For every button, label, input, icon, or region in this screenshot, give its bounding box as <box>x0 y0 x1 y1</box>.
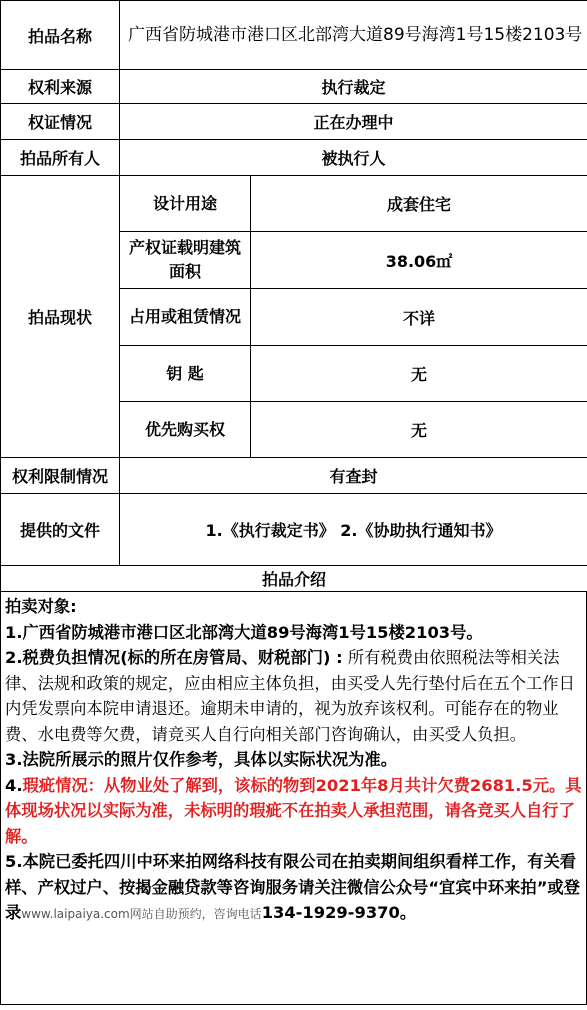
intro-item-4-number: 4. <box>5 775 23 795</box>
rights-source-value: 执行裁定 <box>120 70 587 104</box>
status-occupancy-label: 占用或租赁情况 <box>120 289 251 346</box>
intro-item-4 <box>5 773 582 850</box>
status-occupancy-value: 不详 <box>251 289 587 346</box>
intro-object-label: 拍卖对象: <box>5 597 77 616</box>
documents-label: 提供的文件 <box>1 494 120 566</box>
intro-watermark-text: www.laipaiya.com网站自助预约，咨询电话 <box>21 907 262 921</box>
restriction-value: 有查封 <box>120 458 587 494</box>
intro-body <box>0 592 587 1005</box>
status-key-value: 无 <box>251 346 587 402</box>
status-label: 拍品现状 <box>1 176 120 458</box>
row-owner <box>1 140 587 176</box>
status-usage-label: 设计用途 <box>120 176 251 232</box>
intro-item-5-text: 5.本院已委托四川中环来拍网络科技有限公司在拍卖期间组织看样工作，有关看样、产权过户、按揭金融贷款等咨询服务请关注微信公众号“宜宾中环来拍”或登录 <box>5 852 580 922</box>
rights-source-label: 权利来源 <box>1 70 120 104</box>
certificate-value: 正在办理中 <box>120 104 587 140</box>
restriction-label: 权利限制情况 <box>1 458 120 494</box>
row-intro-heading <box>1 566 587 592</box>
intro-item-1: 1.广西省防城港市港口区北部湾大道89号海湾1号15楼2103号。 <box>5 622 483 642</box>
row-status-usage <box>1 176 587 232</box>
row-certificate <box>1 104 587 140</box>
status-usage-value: 成套住宅 <box>251 176 587 232</box>
intro-item-2-text: 所有税费由依照税法等相关法律、法规和政策的规定，应由相应主体负担，由买受人先行垫付后在五个工作日内凭发票向本院申请退还。逾期未申请的，视为放弃该权利。可能存在的物业费、水电费等欠费，请竞买人自行向相关部门咨询确认，由买受人负担。 <box>5 648 575 744</box>
row-documents <box>1 494 587 566</box>
item-name-value: 广西省防城港市港口区北部湾大道89号海湾1号15楼2103号 <box>120 1 587 70</box>
owner-value: 被执行人 <box>120 140 587 176</box>
row-rights-source <box>1 70 587 104</box>
intro-item-2-title: 2.税费负担情况(标的所在房管局、财税部门) : <box>5 648 343 667</box>
certificate-label: 权证情况 <box>1 104 120 140</box>
intro-item-3: 3.法院所展示的照片仅作参考，具体以实际状况为准。 <box>5 750 397 769</box>
documents-value: 1.《执行裁定书》 2.《协助执行通知书》 <box>120 494 587 566</box>
row-item-name <box>1 1 587 70</box>
owner-label: 拍品所有人 <box>1 140 120 176</box>
status-area-label: 产权证载明建筑面积 <box>120 232 251 289</box>
status-key-label: 钥 匙 <box>120 346 251 402</box>
intro-heading: 拍品介绍 <box>1 566 587 592</box>
item-name-label: 拍品名称 <box>1 1 120 70</box>
status-preemption-value: 无 <box>251 402 587 458</box>
status-area-value: 38.06㎡ <box>251 232 587 289</box>
status-preemption-label: 优先购买权 <box>120 402 251 458</box>
intro-item-2 <box>5 645 582 747</box>
intro-item-5 <box>5 849 582 928</box>
row-restriction <box>1 458 587 494</box>
intro-item-4-defects: 瑕疵情况：从物业处了解到，该标的物到2021年8月共计欠费2681.5元。具体现场状况以实际为准，未标明的瑕疵不在拍卖人承担范围，请各竞买人自行了解。 <box>5 775 582 846</box>
intro-phone: 134-1929-9370。 <box>261 903 417 922</box>
